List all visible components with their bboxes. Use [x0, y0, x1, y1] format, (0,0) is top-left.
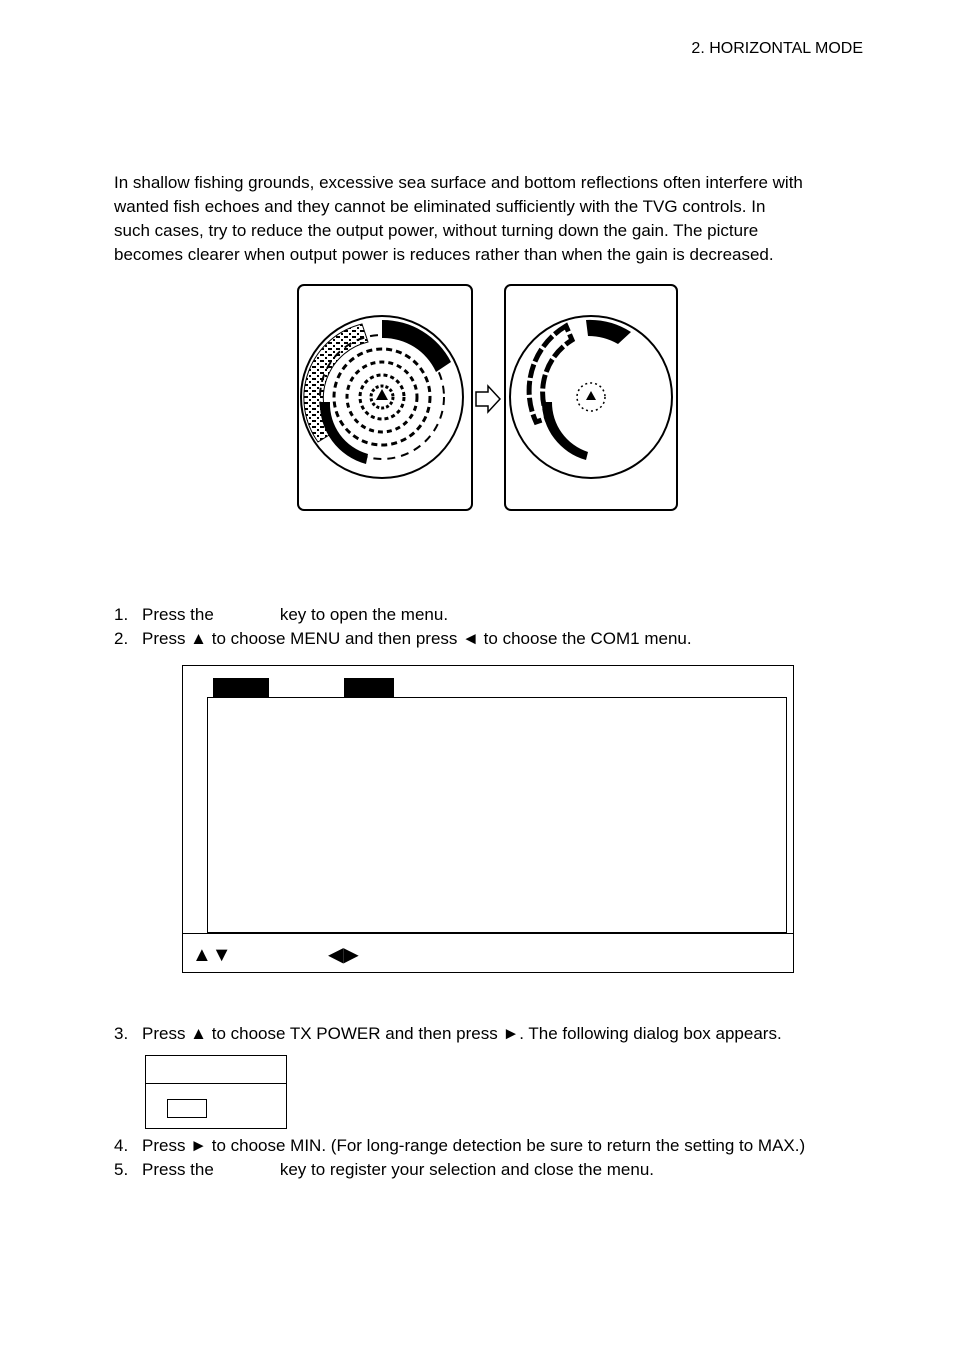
intro-paragraph: [114, 171, 874, 267]
step-text: Press the: [142, 605, 214, 624]
step-3: [114, 1024, 782, 1044]
sonar-screen-after: [505, 285, 677, 510]
sonar-comparison-figure: [296, 282, 686, 517]
step-2: [114, 629, 692, 649]
page-header: 2. HORIZONTAL MODE: [691, 40, 863, 57]
step-text: key to register your selection and close the menu.: [279, 1160, 655, 1179]
intro-line: such cases, try to reduce the output power, without turning down the gain. The picture: [114, 221, 759, 240]
step-text: key to open the menu.: [279, 605, 449, 624]
menu-tab: [213, 678, 269, 697]
step-5: [114, 1160, 654, 1180]
step-text: Press ▲ to choose MENU and then press ◄ to choose the COM1 menu.: [142, 629, 692, 648]
step-number: 1.: [114, 605, 129, 624]
step-number: 5.: [114, 1160, 129, 1179]
up-down-arrow-icon: ▲▼: [192, 944, 232, 966]
dialog-option-box: [167, 1099, 207, 1118]
com1-menu-screen: [182, 665, 794, 973]
step-number: 4.: [114, 1136, 129, 1155]
menu-tab-com1: [344, 678, 394, 697]
intro-line: In shallow fishing grounds, excessive sea surface and bottom reflections often interfere with: [114, 173, 803, 192]
intro-line: wanted fish echoes and they cannot be eliminated sufficiently with the TVG controls. In: [114, 197, 766, 216]
sonar-screen-before: [298, 285, 472, 510]
step-1: [114, 605, 448, 625]
left-right-arrow-icon: ◀▶: [328, 944, 359, 966]
step-text: Press ► to choose MIN. (For long-range detection be sure to return the setting to MAX.): [142, 1136, 806, 1155]
step-number: 2.: [114, 629, 129, 648]
step-4: [114, 1136, 805, 1156]
menu-content-area: [207, 697, 787, 933]
intro-line: becomes clearer when output power is reduces rather than when the gain is decreased.: [114, 245, 774, 264]
step-number: 3.: [114, 1024, 129, 1043]
menu-footer: [183, 933, 793, 966]
step-text: Press the: [142, 1160, 214, 1179]
dialog-divider: [146, 1083, 286, 1084]
step-text: Press ▲ to choose TX POWER and then press ►. The following dialog box appears.: [142, 1024, 782, 1043]
tx-power-dialog: [145, 1055, 287, 1129]
arrow-right-icon: [476, 386, 500, 412]
